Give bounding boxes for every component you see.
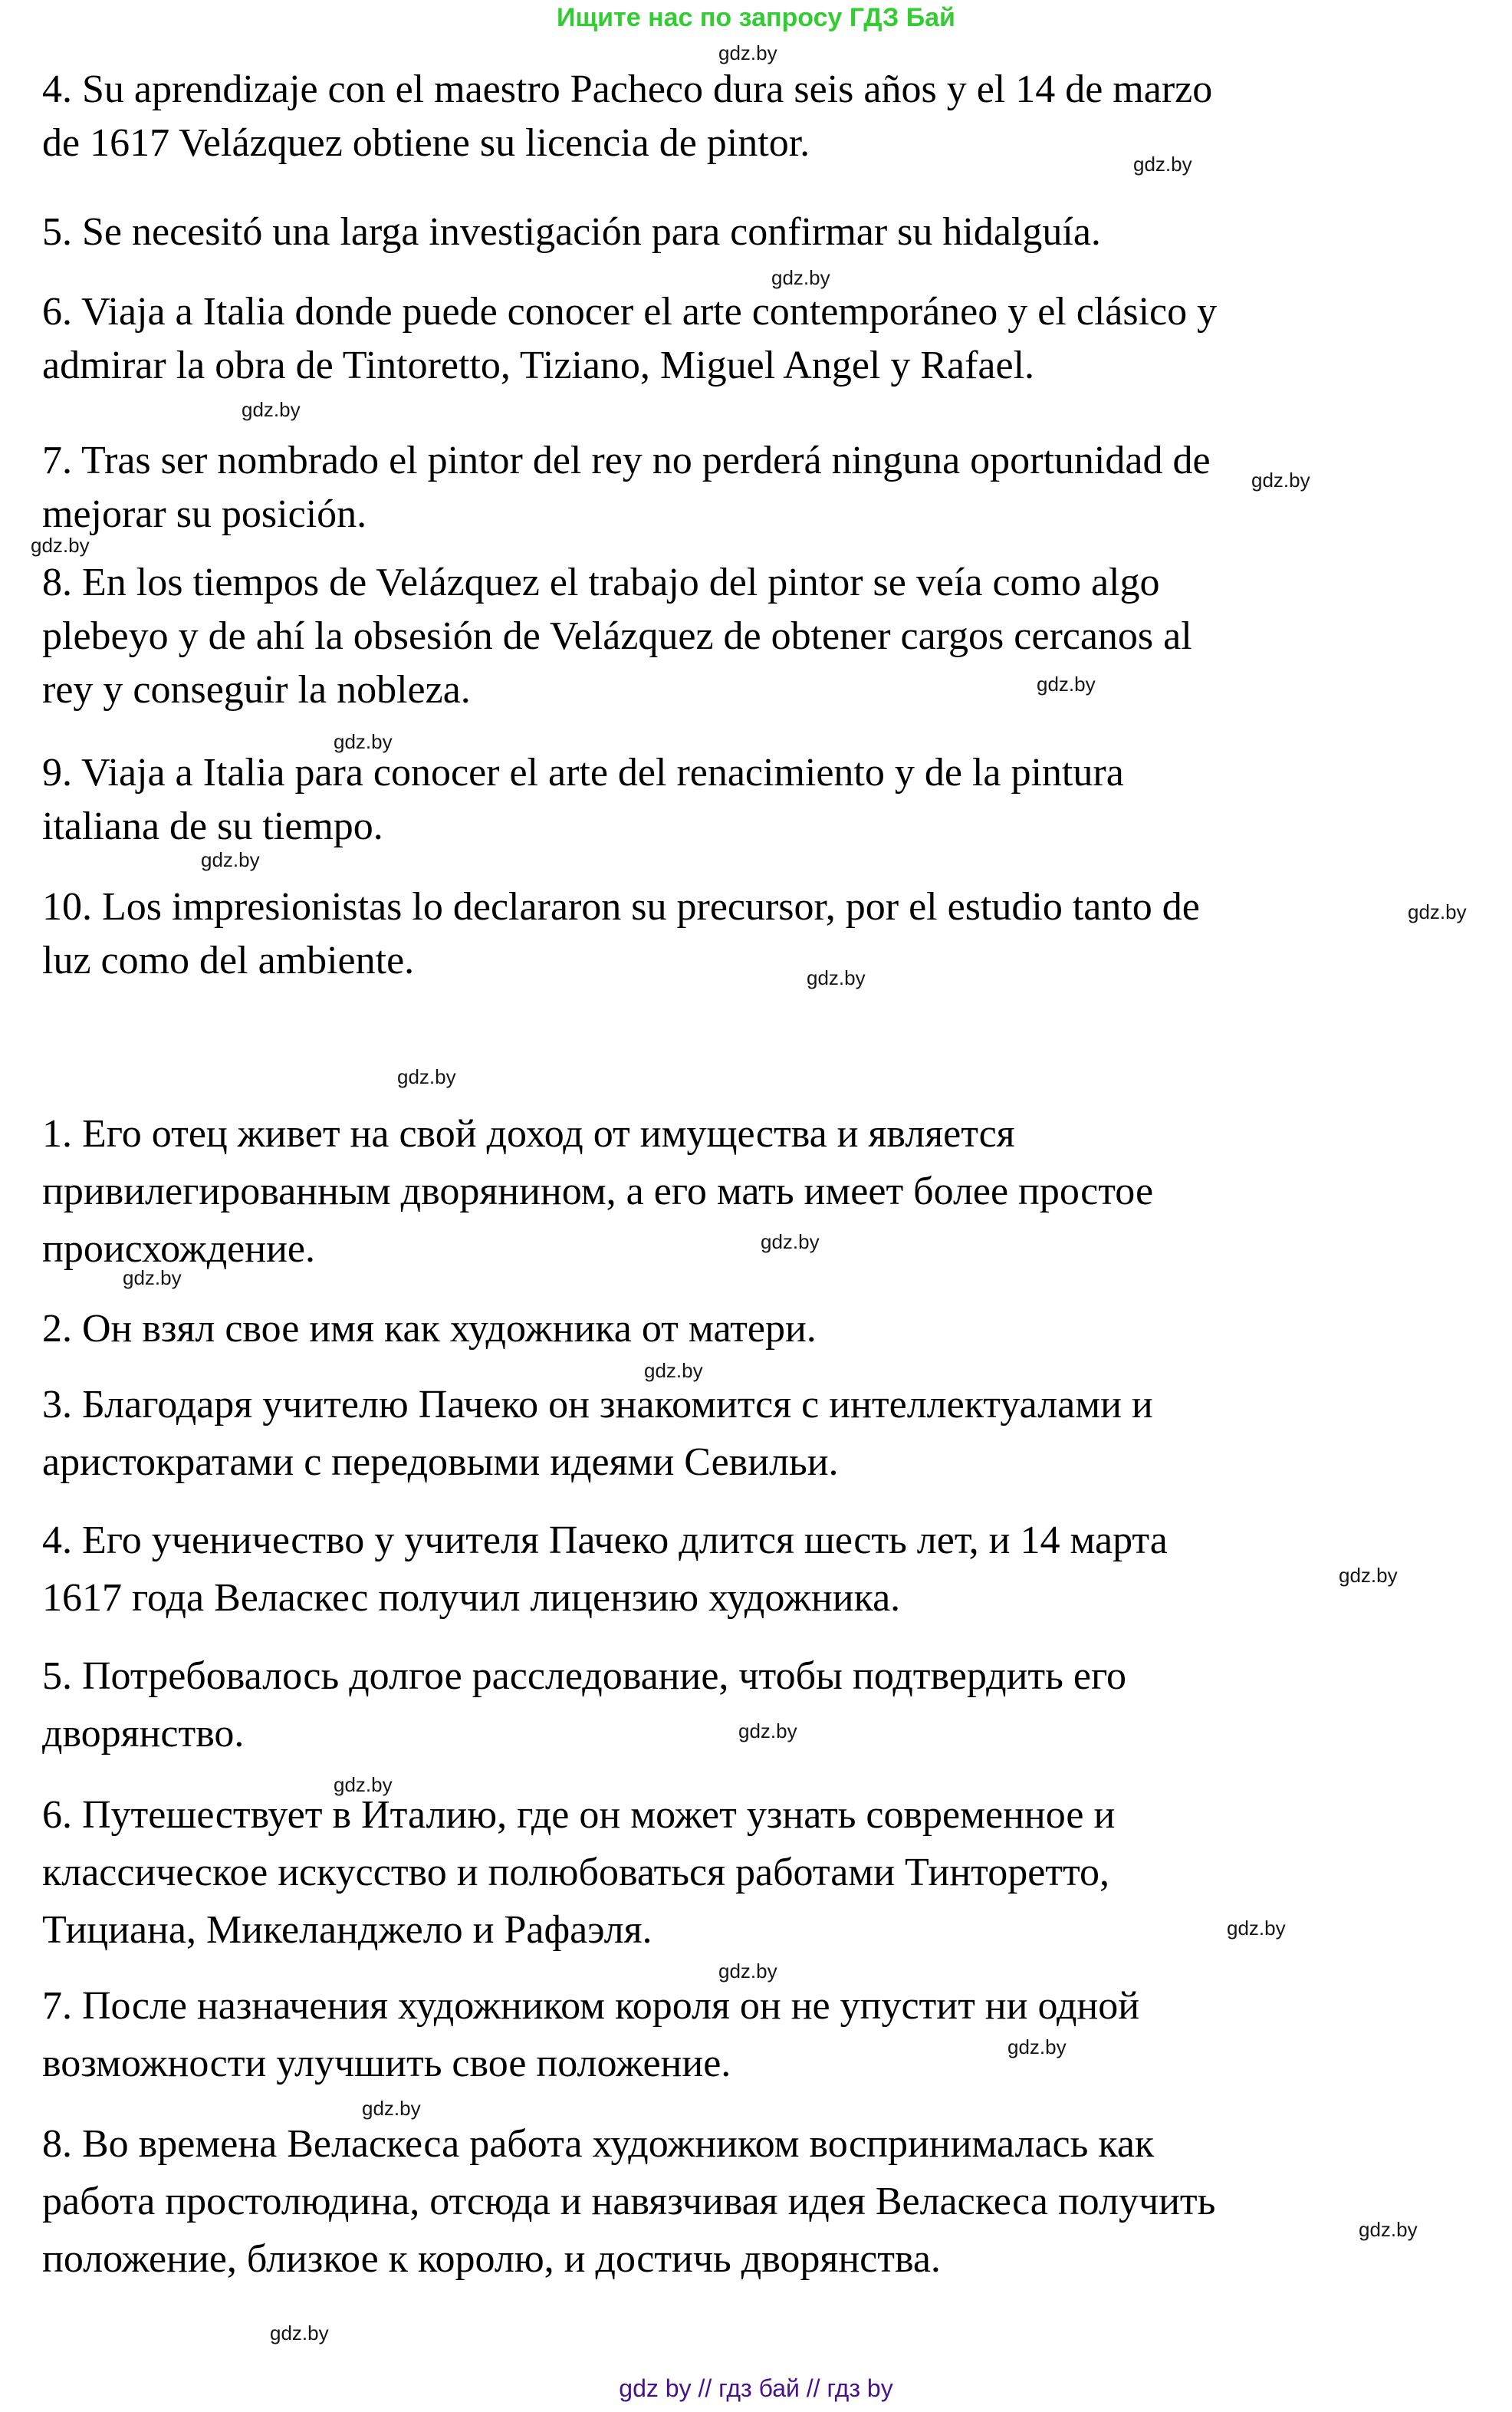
watermark-gdzby: gdz.by — [771, 266, 830, 289]
text-line: Тициана, Микеланджело и Рафаэля. — [42, 1908, 652, 1952]
text-line: 4. Su aprendizaje con el maestro Pacheco dura seis años y el 14 de marzo — [42, 67, 1213, 111]
paragraph-ru-6 — [42, 1786, 1115, 1959]
text-line: 4. Его ученичество у учителя Пачеко длится шесть лет, и 14 марта — [42, 1519, 1168, 1562]
text-line: 8. Во времена Веласкеса работа художником воспринималась как — [42, 2122, 1155, 2166]
paragraph-es-5 — [42, 206, 1101, 259]
paragraph-es-6 — [42, 285, 1217, 393]
header-banner: Ищите нас по запросу ГДЗ Бай — [557, 3, 955, 32]
text-line: 1617 года Веласкес получил лицензию художника. — [42, 1576, 901, 1620]
text-line: de 1617 Velázquez obtiene su licencia de pintor. — [42, 121, 810, 165]
watermark-gdzby: gdz.by — [738, 1719, 797, 1742]
text-line: luz como del ambiente. — [42, 939, 415, 982]
watermark-gdzby: gdz.by — [123, 1266, 182, 1289]
text-line: admirar la obra de Tintoretto, Tiziano, Miguel Angel y Rafael. — [42, 344, 1035, 387]
text-line: привилегированным дворянином, а его мать имеет более простое — [42, 1170, 1154, 1213]
watermark-gdzby: gdz.by — [644, 1359, 703, 1382]
paragraph-ru-3 — [42, 1376, 1153, 1491]
text-line: 7. После назначения художником короля он не упустит ни одной — [42, 1984, 1140, 2028]
watermark-gdzby: gdz.by — [362, 2097, 421, 2120]
text-line: происхождение. — [42, 1227, 315, 1271]
paragraph-es-10 — [42, 880, 1200, 988]
text-line: 1. Его отец живет на свой доход от имущества и является — [42, 1112, 1015, 1156]
text-line: 7. Tras ser nombrado el pintor del rey no perderá ninguna oportunidad de — [42, 439, 1211, 482]
text-line: 3. Благодаря учителю Пачеко он знакомится с интеллектуалами и — [42, 1383, 1153, 1426]
watermark-gdzby: gdz.by — [1408, 900, 1467, 923]
paragraph-es-9 — [42, 746, 1124, 854]
watermark-gdzby: gdz.by — [1007, 2035, 1067, 2058]
text-line: положение, близкое к королю, и достичь дворянства. — [42, 2237, 941, 2281]
watermark-gdzby: gdz.by — [31, 534, 90, 557]
paragraph-es-7 — [42, 434, 1211, 541]
watermark-gdzby: gdz.by — [1359, 2218, 1418, 2241]
watermark-gdzby: gdz.by — [201, 848, 260, 871]
paragraph-ru-1 — [42, 1105, 1153, 1278]
watermark-gdzby: gdz.by — [334, 730, 393, 753]
paragraph-ru-5 — [42, 1647, 1126, 1762]
paragraph-es-8 — [42, 556, 1192, 717]
paragraph-ru-7 — [42, 1977, 1139, 2092]
watermark-gdzby: gdz.by — [397, 1065, 456, 1088]
paragraph-ru-8 — [42, 2115, 1215, 2288]
paragraph-ru-4 — [42, 1512, 1168, 1627]
watermark-gdzby: gdz.by — [334, 1773, 393, 1796]
text-line: работа простолюдина, отсюда и навязчивая идея Веласкеса получить — [42, 2180, 1216, 2223]
watermark-gdzby: gdz.by — [761, 1230, 820, 1253]
watermark-gdzby: gdz.by — [807, 966, 866, 989]
text-line: 5. Потребовалось долгое расследование, чтобы подтвердить его — [42, 1654, 1126, 1698]
footer-tagline: gdz by // гдз бай // гдз by — [619, 2374, 893, 2402]
watermark-gdzby: gdz.by — [270, 2322, 329, 2345]
text-line: 9. Viaja a Italia para conocer el arte del renacimiento y de la pintura — [42, 751, 1124, 795]
watermark-gdzby: gdz.by — [1227, 1917, 1286, 1940]
watermark-gdzby: gdz.by — [1251, 469, 1310, 492]
text-line: italiana de su tiempo. — [42, 805, 383, 848]
text-line: plebeyo y de ahí la obsesión de Velázquez de obtener cargos cercanos al — [42, 614, 1192, 658]
watermark-gdzby: gdz.by — [718, 1960, 777, 1983]
text-line: возможности улучшить свое положение. — [42, 2042, 731, 2085]
watermark-gdzby: gdz.by — [718, 41, 777, 64]
watermark-gdzby: gdz.by — [242, 398, 301, 421]
text-line: аристократами с передовыми идеями Севильи. — [42, 1440, 839, 1484]
watermark-gdzby: gdz.by — [1133, 153, 1192, 176]
text-line: rey y conseguir la nobleza. — [42, 668, 471, 712]
paragraph-es-4 — [42, 63, 1212, 170]
paragraph-ru-2 — [42, 1300, 817, 1357]
text-line: 8. En los tiempos de Velázquez el trabajo del pintor se veía como algo — [42, 561, 1160, 604]
text-line: 2. Он взял свое имя как художника от матери. — [42, 1307, 817, 1351]
watermark-gdzby: gdz.by — [1037, 673, 1096, 696]
text-line: классическое искусство и полюбоваться работами Тинторетто, — [42, 1851, 1110, 1894]
text-line: 10. Los impresionistas lo declararon su precursor, por el estudio tanto de — [42, 885, 1200, 929]
text-line: дворянство. — [42, 1712, 245, 1756]
text-line: mejorar su posición. — [42, 492, 367, 536]
watermark-gdzby: gdz.by — [1339, 1564, 1398, 1587]
text-line: 5. Se necesitó una larga investigación para confirmar su hidalguía. — [42, 210, 1101, 254]
text-line: 6. Viaja a Italia donde puede conocer el arte contemporáneo y el clásico y — [42, 290, 1218, 334]
text-line: 6. Путешествует в Италию, где он может узнать современное и — [42, 1793, 1116, 1837]
